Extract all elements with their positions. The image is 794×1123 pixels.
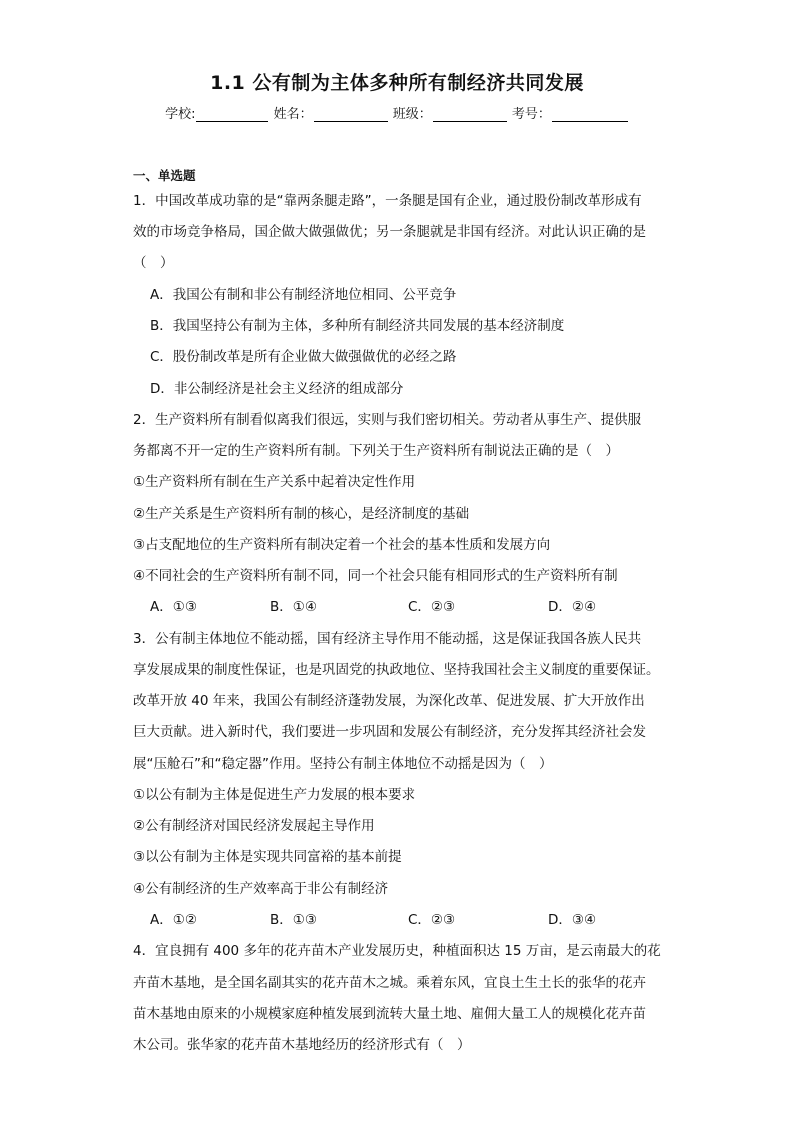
q3-choice-b[interactable]: B．①③ [270,912,317,928]
q2-choice-a[interactable]: A．①③ [150,599,197,615]
q3-statement-2: ②公有制经济对国民经济发展起主导作用 [133,818,375,834]
q3-statement-3: ③以公有制为主体是实现共同富裕的基本前提 [133,849,402,865]
q2-statement-1: ①生产资料所有制在生产关系中起着决定性作用 [133,474,416,490]
q3-stem-line: 3．公有制主体地位不能动摇，国有经济主导作用不能动摇，这是保证我国各族人民共 [133,631,642,647]
q3-choice-a[interactable]: A．①② [150,912,197,928]
q1-stem-line: 1．中国改革成功靠的是“靠两条腿走路”，一条腿是国有企业，通过股份制改革形成有 [133,193,642,209]
q4-stem-line: 卉苗木基地，是全国名副其实的花卉苗木之城。乘着东风，宜良土生土长的张华的花卉 [133,975,646,991]
q3-choice-d[interactable]: D．③④ [548,912,597,928]
q1-stem-line: 效的市场竞争格局，国企做大做强做优；另一条腿就是非国有经济。对此认识正确的是 [133,224,646,240]
q1-stem-line: （ ） [133,255,174,271]
q4-stem-line: 4．宜良拥有 400 多年的花卉苗木产业发展历史，种植面积达 15 万亩，是云南最大的花 [133,943,661,959]
q4-stem-line: 木公司。张华家的花卉苗木基地经历的经济形式有（ ） [133,1037,471,1053]
q2-stem-line: 2．生产资料所有制看似离我们很远，实则与我们密切相关。劳动者从事生产、提供服 [133,412,642,428]
q2-stem-line: 务都离不开一定的生产资料所有制。下列关于生产资料所有制说法正确的是（ ） [133,443,619,459]
student-info-line [0,103,794,122]
q3-stem-line: 享发展成果的制度性保证，也是巩固党的执政地位、坚持我国社会主义制度的重要保证。 [133,662,660,678]
q1-option-b[interactable]: B．我国坚持公有制为主体，多种所有制经济共同发展的基本经济制度 [150,318,565,334]
q3-choice-c[interactable]: C．②③ [408,912,456,928]
class-label: 班级： [392,107,432,122]
q3-statement-1: ①以公有制为主体是促进生产力发展的根本要求 [133,787,416,803]
q4-stem-line: 苗木基地由原来的小规模家庭种植发展到流转大量土地、雇佣大量工人的规模化花卉苗 [133,1006,646,1022]
section-heading: 一、单选题 [133,168,196,183]
q2-choice-b[interactable]: B．①④ [270,599,317,615]
school-blank[interactable] [196,107,268,122]
q2-statement-3: ③占支配地位的生产资料所有制决定着一个社会的基本性质和发展方向 [133,537,551,553]
name-label: 姓名： [273,107,313,122]
q2-statement-4: ④不同社会的生产资料所有制不同，同一个社会只能有相同形式的生产资料所有制 [133,568,618,584]
q3-statement-4: ④公有制经济的生产效率高于非公有制经济 [133,881,389,897]
class-blank[interactable] [433,107,507,122]
q1-option-c[interactable]: C．股份制改革是所有企业做大做强做优的必经之路 [150,349,457,365]
exam-number-blank[interactable] [552,107,628,122]
q2-choice-c[interactable]: C．②③ [408,599,456,615]
q2-choice-d[interactable]: D．②④ [548,599,597,615]
q3-stem-line: 改革开放 40 年来，我国公有制经济蓬勃发展，为深化改革、促进发展、扩大开放作出 [133,693,645,709]
q2-statement-2: ②生产关系是生产资料所有制的核心，是经济制度的基础 [133,506,470,522]
q3-stem-line: 展“压舱石”和“稳定器”作用。坚持公有制主体地位不动摇是因为（ ） [133,756,553,772]
exam-number-label: 考号： [511,107,551,122]
q1-option-d[interactable]: D．非公制经济是社会主义经济的组成部分 [150,381,404,397]
name-blank[interactable] [314,107,388,122]
page-title: 1.1 公有制为主体多种所有制经济共同发展 [210,72,584,94]
q1-option-a[interactable]: A．我国公有制和非公有制经济地位相同、公平竞争 [150,287,457,303]
school-label: 学校: [165,107,196,122]
q3-stem-line: 巨大贡献。进入新时代，我们要进一步巩固和发展公有制经济，充分发挥其经济社会发 [133,724,646,740]
